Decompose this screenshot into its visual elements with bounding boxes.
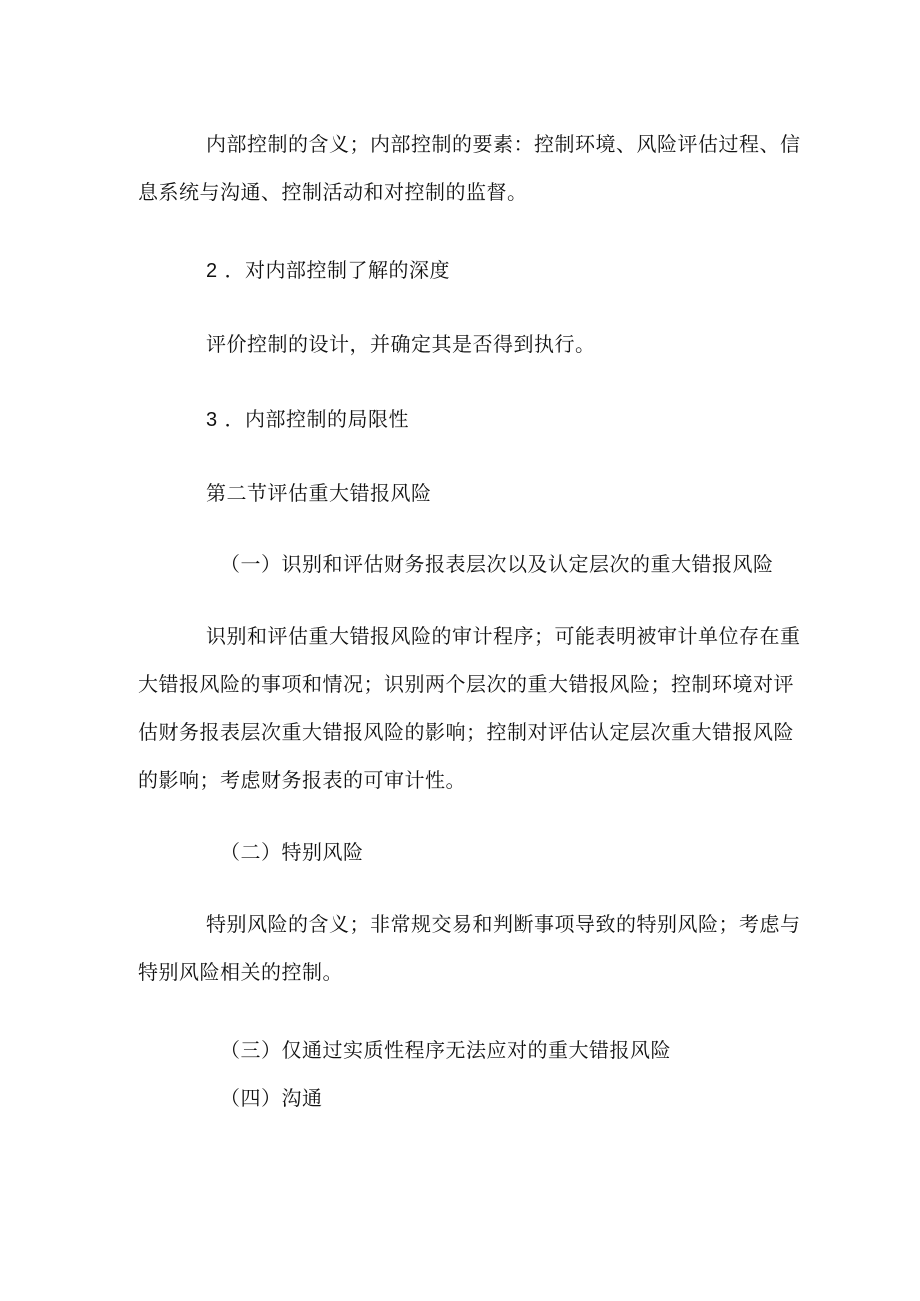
subheading-2: （二）特别风险	[220, 840, 364, 864]
paragraph-risk-procedures-line-1: 识别和评估重大错报风险的审计程序；可能表明被审计单位存在重	[206, 624, 801, 648]
paragraph-special-risk-line-2: 特别风险相关的控制。	[138, 960, 343, 984]
paragraph-internal-control-line-1: 内部控制的含义；内部控制的要素：控制环境、风险评估过程、信	[206, 132, 801, 156]
paragraph-risk-procedures-line-3: 估财务报表层次重大错报风险的影响；控制对评估认定层次重大错报风险	[138, 720, 794, 744]
subheading-4: （四）沟通	[220, 1086, 323, 1110]
section-title: 第二节评估重大错报风险	[206, 481, 432, 505]
heading-item-2-number: 2	[206, 260, 218, 282]
paragraph-special-risk-line-1: 特别风险的含义；非常规交易和判断事项导致的特别风险；考虑与	[206, 912, 801, 936]
paragraph-internal-control-line-2: 息系统与沟通、控制活动和对控制的监督。	[138, 180, 528, 204]
paragraph-design-evaluation: 评价控制的设计，并确定其是否得到执行。	[206, 332, 596, 356]
paragraph-risk-procedures-line-2: 大错报风险的事项和情况；识别两个层次的重大错报风险；控制环境对评	[138, 672, 794, 696]
heading-item-2-text: ．对内部控制了解的深度	[224, 258, 450, 282]
heading-item-3-text: ．内部控制的局限性	[224, 407, 409, 431]
heading-item-3	[206, 405, 409, 434]
heading-item-2	[206, 256, 450, 285]
paragraph-risk-procedures-line-4: 的影响；考虑财务报表的可审计性。	[138, 768, 466, 792]
subheading-1: （一）识别和评估财务报表层次以及认定层次的重大错报风险	[220, 552, 774, 576]
heading-item-3-number: 3	[206, 409, 218, 431]
subheading-3: （三）仅通过实质性程序无法应对的重大错报风险	[220, 1038, 671, 1062]
